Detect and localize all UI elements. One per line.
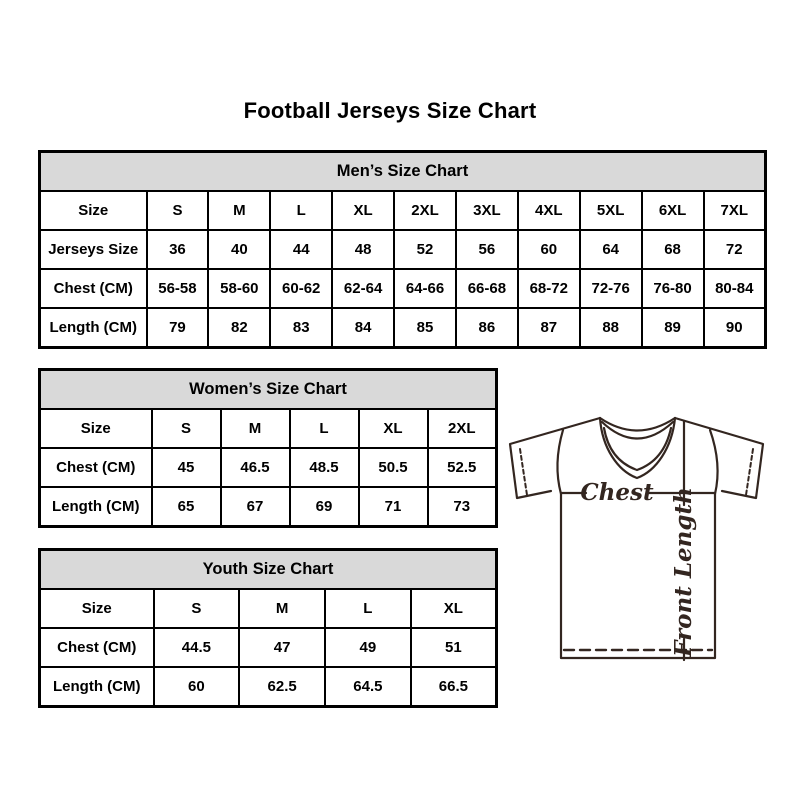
size-header-cell: M [208, 191, 270, 230]
value-cell: 52.5 [428, 448, 497, 487]
value-cell: 89 [642, 308, 704, 348]
value-cell: 44 [270, 230, 332, 269]
row-label-cell: Chest (CM) [40, 448, 152, 487]
value-cell: 64 [580, 230, 642, 269]
value-cell: 71 [359, 487, 428, 527]
table-title: Women’s Size Chart [40, 370, 497, 410]
row-label-cell: Size [40, 191, 147, 230]
size-header-cell: M [239, 589, 325, 628]
chest-label: Chest [580, 479, 654, 506]
size-header-cell: 4XL [518, 191, 580, 230]
value-cell: 60 [518, 230, 580, 269]
value-cell: 40 [208, 230, 270, 269]
value-cell: 36 [147, 230, 209, 269]
size-header-cell: S [152, 409, 221, 448]
table-title: Men’s Size Chart [40, 152, 766, 192]
value-cell: 72 [704, 230, 766, 269]
table-row [40, 487, 497, 527]
value-cell: 44.5 [154, 628, 240, 667]
value-cell: 68 [642, 230, 704, 269]
size-header-cell: 2XL [394, 191, 456, 230]
value-cell: 79 [147, 308, 209, 348]
table-title-row [40, 152, 766, 192]
value-cell: 52 [394, 230, 456, 269]
table-title-row [40, 370, 497, 410]
row-label-cell: Length (CM) [40, 667, 154, 707]
value-cell: 50.5 [359, 448, 428, 487]
table-row [40, 628, 497, 667]
size-header-cell: XL [359, 409, 428, 448]
value-cell: 47 [239, 628, 325, 667]
size-header-cell: M [221, 409, 290, 448]
size-header-cell: 3XL [456, 191, 518, 230]
value-cell: 66-68 [456, 269, 518, 308]
front-length-label: Front Length [670, 487, 697, 657]
value-cell: 48.5 [290, 448, 359, 487]
table-row [40, 589, 497, 628]
mens-size-table [38, 150, 767, 349]
value-cell: 60 [154, 667, 240, 707]
value-cell: 86 [456, 308, 518, 348]
size-header-cell: L [325, 589, 411, 628]
value-cell: 66.5 [411, 667, 497, 707]
value-cell: 56 [456, 230, 518, 269]
youth-size-table [38, 548, 498, 708]
value-cell: 90 [704, 308, 766, 348]
value-cell: 48 [332, 230, 394, 269]
table-row [40, 409, 497, 448]
row-label-cell: Chest (CM) [40, 628, 154, 667]
table-row [40, 230, 766, 269]
value-cell: 82 [208, 308, 270, 348]
table-row [40, 191, 766, 230]
row-label-cell: Size [40, 589, 154, 628]
value-cell: 49 [325, 628, 411, 667]
size-header-cell: S [147, 191, 209, 230]
size-header-cell: XL [411, 589, 497, 628]
size-header-cell: 6XL [642, 191, 704, 230]
size-header-cell: 5XL [580, 191, 642, 230]
table-title-row [40, 550, 497, 590]
size-header-cell: 7XL [704, 191, 766, 230]
value-cell: 46.5 [221, 448, 290, 487]
value-cell: 87 [518, 308, 580, 348]
row-label-cell: Jerseys Size [40, 230, 147, 269]
value-cell: 72-76 [580, 269, 642, 308]
size-header-cell: XL [332, 191, 394, 230]
value-cell: 60-62 [270, 269, 332, 308]
left-cuff-dashed-line [520, 449, 527, 495]
table-row [40, 308, 766, 348]
value-cell: 85 [394, 308, 456, 348]
value-cell: 67 [221, 487, 290, 527]
value-cell: 65 [152, 487, 221, 527]
value-cell: 88 [580, 308, 642, 348]
jersey-measurement-diagram [498, 398, 778, 683]
value-cell: 62.5 [239, 667, 325, 707]
table-title: Youth Size Chart [40, 550, 497, 590]
value-cell: 56-58 [147, 269, 209, 308]
value-cell: 83 [270, 308, 332, 348]
value-cell: 69 [290, 487, 359, 527]
row-label-cell: Length (CM) [40, 308, 147, 348]
row-label-cell: Size [40, 409, 152, 448]
womens-size-table [38, 368, 498, 528]
value-cell: 68-72 [518, 269, 580, 308]
value-cell: 45 [152, 448, 221, 487]
row-label-cell: Length (CM) [40, 487, 152, 527]
page-title: Football Jerseys Size Chart [243, 98, 537, 123]
value-cell: 64.5 [325, 667, 411, 707]
jersey-outline-icon [510, 418, 763, 658]
size-header-cell: S [154, 589, 240, 628]
value-cell: 84 [332, 308, 394, 348]
right-cuff-dashed-line [746, 449, 753, 495]
table-row [40, 448, 497, 487]
value-cell: 64-66 [394, 269, 456, 308]
value-cell: 73 [428, 487, 497, 527]
table-row [40, 269, 766, 308]
value-cell: 80-84 [704, 269, 766, 308]
size-header-cell: L [290, 409, 359, 448]
size-header-cell: 2XL [428, 409, 497, 448]
value-cell: 76-80 [642, 269, 704, 308]
value-cell: 62-64 [332, 269, 394, 308]
value-cell: 51 [411, 628, 497, 667]
size-header-cell: L [270, 191, 332, 230]
table-row [40, 667, 497, 707]
row-label-cell: Chest (CM) [40, 269, 147, 308]
value-cell: 58-60 [208, 269, 270, 308]
